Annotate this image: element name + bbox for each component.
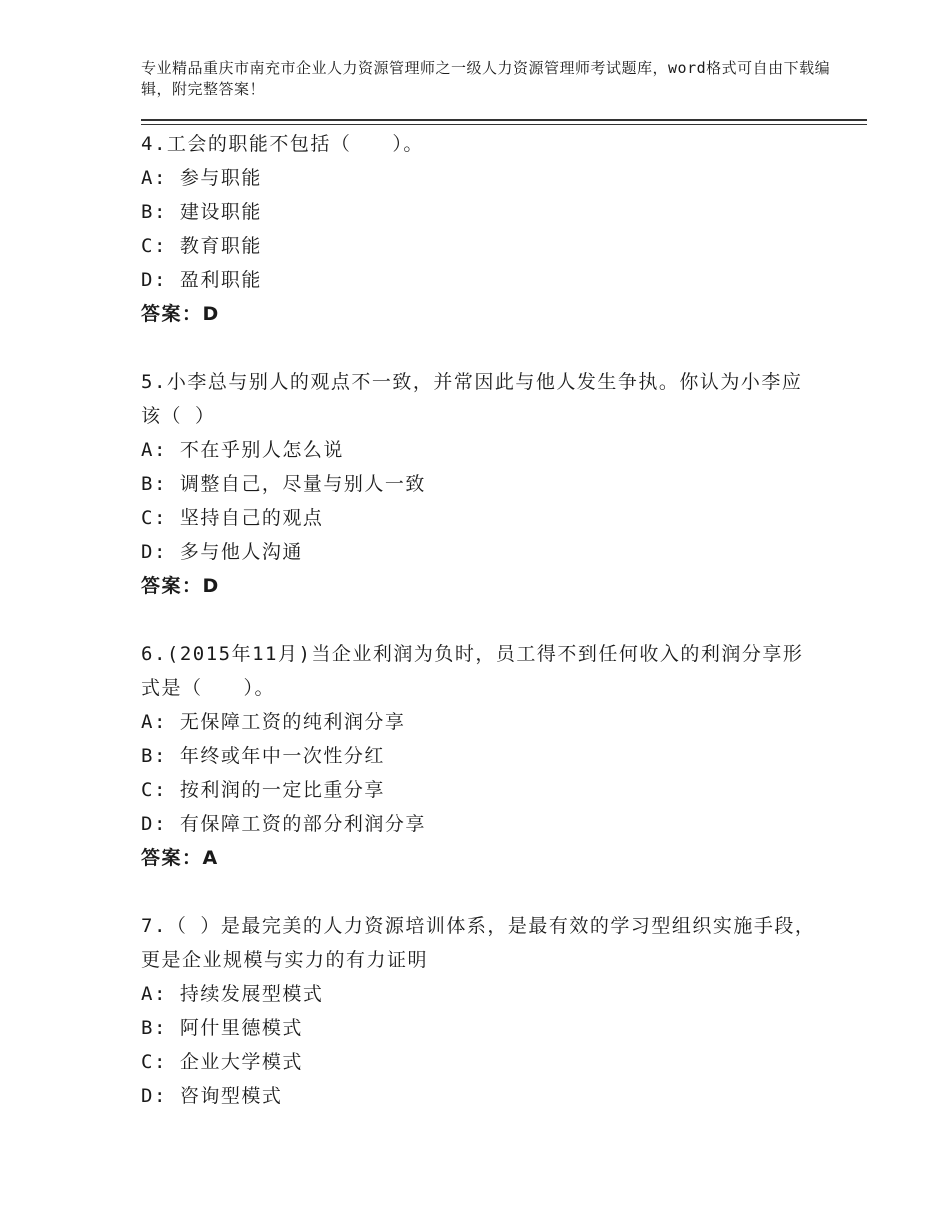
option-a: A: 持续发展型模式	[141, 983, 324, 1005]
option-b: B: 调整自己，尽量与别人一致	[141, 473, 426, 495]
option-a: A: 无保障工资的纯利润分享	[141, 711, 406, 733]
question-stem: 5.小李总与别人的观点不一致，并常因此与他人发生争执。你认为小李应该（ ）	[141, 371, 803, 427]
option-c: C: 教育职能	[141, 235, 262, 257]
option-b: B: 建设职能	[141, 201, 262, 223]
option-b: B: 年终或年中一次性分红	[141, 745, 385, 767]
option-b: B: 阿什里德模式	[141, 1017, 303, 1039]
option-c: C: 按利润的一定比重分享	[141, 779, 385, 801]
answer: 答案：D	[141, 575, 220, 597]
option-d: D: 咨询型模式	[141, 1085, 283, 1107]
header-rule-thick	[141, 119, 867, 121]
option-c: C: 企业大学模式	[141, 1051, 303, 1073]
question-stem: 6.(2015年11月)当企业利润为负时，员工得不到任何收入的利润分享形式是（ ）。	[141, 643, 804, 699]
question-stem: 4.工会的职能不包括（ ）。	[141, 133, 424, 155]
option-c: C: 坚持自己的观点	[141, 507, 324, 529]
answer: 答案：D	[141, 303, 220, 325]
option-a: A: 不在乎别人怎么说	[141, 439, 344, 461]
answer: 答案：A	[141, 847, 219, 869]
header-rule-thin	[141, 124, 867, 125]
question-6	[141, 637, 821, 875]
question-4	[141, 127, 821, 331]
option-d: D: 有保障工资的部分利润分享	[141, 813, 426, 835]
question-7	[141, 909, 821, 1113]
question-stem: 7.（ ）是最完美的人力资源培训体系，是最有效的学习型组织实施手段，更是企业规模与实力的有力证明	[141, 915, 816, 971]
document-header: 专业精品重庆市南充市企业人力资源管理师之一级人力资源管理师考试题库，word格式可自由下载编辑，附完整答案！	[141, 59, 831, 98]
option-d: D: 盈利职能	[141, 269, 262, 291]
option-a: A: 参与职能	[141, 167, 262, 189]
question-5	[141, 365, 821, 603]
option-d: D: 多与他人沟通	[141, 541, 303, 563]
question-list	[141, 127, 821, 1147]
